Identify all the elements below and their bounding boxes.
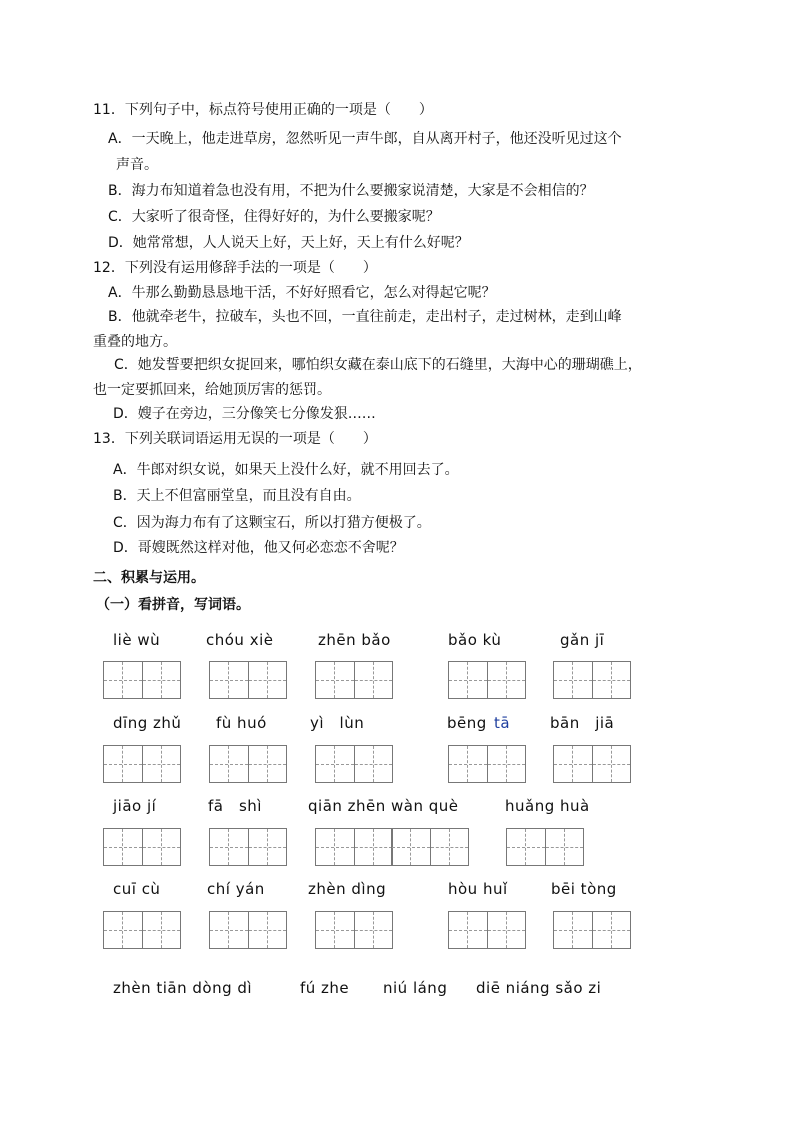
writing-grid-cell[interactable] <box>248 829 286 865</box>
grid-guide-line <box>161 746 162 782</box>
writing-grid-cell[interactable] <box>248 912 286 948</box>
grid-guide-line <box>210 930 248 931</box>
section-title: 二、积累与运用。 <box>93 570 205 586</box>
writing-grid-cell[interactable] <box>430 829 468 865</box>
pinyin-chouxie: chóu xiè <box>206 631 274 649</box>
question-13-stem: 13．下列关联词语运用无误的一项是（ ） <box>93 431 377 447</box>
pinyin-liewu: liè wù <box>113 631 161 649</box>
question-12-option-c-cont: 也一定要抓回来，给她顶厉害的惩罚。 <box>93 382 331 398</box>
writing-grid-box[interactable] <box>315 661 393 699</box>
question-12-option-d: D．嫂子在旁边，三分像笑七分像发狠…… <box>113 406 376 422</box>
question-13-option-a: A．牛郎对织女说，如果天上没什么好，就不用回去了。 <box>113 462 459 478</box>
pinyin-baoku: bǎo kù <box>448 631 502 649</box>
question-11-option-a: A．一天晚上，他走进草房，忽然听见一声牛郎，自从离开村子，他还没听见过这个 <box>108 131 622 147</box>
writing-grid-box[interactable] <box>448 911 526 949</box>
grid-guide-line <box>373 662 374 698</box>
writing-grid-box[interactable] <box>103 911 181 949</box>
pinyin-beitong: bēi tòng <box>551 880 617 898</box>
grid-guide-line <box>316 930 354 931</box>
writing-grid-cell[interactable] <box>248 746 286 782</box>
writing-grid-box[interactable] <box>553 745 631 783</box>
writing-grid-cell[interactable] <box>316 746 354 782</box>
writing-grid-box[interactable] <box>315 745 393 783</box>
pinyin-cuicu: cuī cù <box>113 880 161 898</box>
writing-grid-cell[interactable] <box>554 912 592 948</box>
writing-grid-cell[interactable] <box>142 662 180 698</box>
writing-grid-cell[interactable] <box>104 662 142 698</box>
writing-grid-cell[interactable] <box>554 662 592 698</box>
writing-grid-cell[interactable] <box>104 912 142 948</box>
grid-guide-line <box>104 764 142 765</box>
grid-guide-line <box>228 912 229 948</box>
pinyin-jiaoji: jiāo jí <box>113 797 157 815</box>
writing-grid-cell[interactable] <box>487 912 525 948</box>
grid-guide-line <box>611 912 612 948</box>
grid-guide-line <box>316 680 354 681</box>
grid-guide-line <box>104 680 142 681</box>
writing-grid-cell[interactable] <box>507 829 545 865</box>
writing-grid-cell[interactable] <box>354 912 392 948</box>
writing-grid-cell[interactable] <box>142 912 180 948</box>
writing-grid-box[interactable] <box>553 661 631 699</box>
question-11-option-d: D．她常常想，人人说天上好，天上好，天上有什么好呢？ <box>108 235 469 251</box>
grid-guide-line <box>467 662 468 698</box>
question-13-option-b: B．天上不但富丽堂皇，而且没有自由。 <box>113 488 361 504</box>
writing-grid-box[interactable] <box>103 661 181 699</box>
grid-guide-line <box>554 930 592 931</box>
grid-guide-line <box>572 746 573 782</box>
grid-guide-line <box>334 662 335 698</box>
writing-grid-cell[interactable] <box>248 662 286 698</box>
grid-guide-line <box>392 847 430 848</box>
writing-grid-cell[interactable] <box>316 912 354 948</box>
grid-guide-line <box>554 764 592 765</box>
grid-guide-line <box>267 912 268 948</box>
grid-guide-line <box>210 764 248 765</box>
grid-guide-line <box>210 680 248 681</box>
pinyin-ta: tā <box>494 714 511 732</box>
grid-guide-line <box>161 662 162 698</box>
grid-guide-line <box>449 930 487 931</box>
grid-guide-line <box>564 829 565 865</box>
writing-grid-cell[interactable] <box>592 662 630 698</box>
grid-guide-line <box>316 764 354 765</box>
pinyin-dieniangsaozi: diē niáng sǎo zi <box>476 979 602 997</box>
grid-guide-line <box>316 847 354 848</box>
grid-guide-line <box>572 662 573 698</box>
writing-grid-cell[interactable] <box>449 746 487 782</box>
writing-grid-box[interactable] <box>391 828 469 866</box>
pinyin-yilun: yì lùn <box>310 714 365 732</box>
grid-guide-line <box>104 930 142 931</box>
grid-guide-line <box>525 829 526 865</box>
question-11-stem: 11．下列句子中，标点符号使用正确的一项是（ ） <box>93 102 433 118</box>
grid-guide-line <box>611 746 612 782</box>
question-12-option-a: A．牛那么勤勤恳恳地干活，不好好照看它，怎么对得起它呢？ <box>108 285 496 301</box>
writing-grid-box[interactable] <box>209 828 287 866</box>
writing-grid-cell[interactable] <box>554 746 592 782</box>
writing-grid-box[interactable] <box>448 745 526 783</box>
writing-grid-box[interactable] <box>553 911 631 949</box>
grid-guide-line <box>122 829 123 865</box>
writing-grid-cell[interactable] <box>354 829 392 865</box>
grid-guide-line <box>267 829 268 865</box>
grid-guide-line <box>467 746 468 782</box>
pinyin-banjia: bān jiā <box>550 714 615 732</box>
writing-grid-box[interactable] <box>315 911 393 949</box>
writing-grid-cell[interactable] <box>592 912 630 948</box>
grid-guide-line <box>228 662 229 698</box>
question-11-option-c: C．大家听了很奇怪，住得好好的，为什么要搬家呢？ <box>108 209 440 225</box>
question-12-stem: 12．下列没有运用修辞手法的一项是（ ） <box>93 260 377 276</box>
section-subtitle: （一）看拼音，写词语。 <box>96 597 250 613</box>
grid-guide-line <box>104 847 142 848</box>
writing-grid-cell[interactable] <box>104 829 142 865</box>
question-13-option-d: D．哥嫂既然这样对他，他又何必恋恋不舍呢？ <box>113 540 404 556</box>
writing-grid-cell[interactable] <box>545 829 583 865</box>
grid-guide-line <box>334 829 335 865</box>
writing-grid-cell[interactable] <box>316 662 354 698</box>
grid-guide-line <box>449 764 487 765</box>
grid-guide-line <box>611 662 612 698</box>
grid-guide-line <box>122 746 123 782</box>
grid-guide-line <box>122 912 123 948</box>
writing-grid-cell[interactable] <box>142 829 180 865</box>
pinyin-fuzhe: fú zhe <box>300 979 350 997</box>
pinyin-ganji: gǎn jī <box>560 631 605 649</box>
writing-grid-cell[interactable] <box>354 746 392 782</box>
grid-guide-line <box>506 662 507 698</box>
writing-grid-box[interactable] <box>448 661 526 699</box>
writing-grid-cell[interactable] <box>354 662 392 698</box>
grid-guide-line <box>267 662 268 698</box>
writing-grid-box[interactable] <box>209 745 287 783</box>
writing-grid-cell[interactable] <box>104 746 142 782</box>
pinyin-chiyan: chí yán <box>207 880 265 898</box>
grid-guide-line <box>449 680 487 681</box>
pinyin-huanghua: huǎng huà <box>505 797 590 815</box>
grid-guide-line <box>334 912 335 948</box>
question-12-option-b: B．他就牵老牛，拉破车，头也不回，一直往前走，走出村子，走过树林，走到山峰 <box>108 309 622 325</box>
pinyin-houhui: hòu huǐ <box>448 880 508 898</box>
writing-grid-cell[interactable] <box>487 746 525 782</box>
grid-guide-line <box>122 662 123 698</box>
pinyin-zhenbao: zhēn bǎo <box>318 631 391 649</box>
grid-guide-line <box>228 746 229 782</box>
question-11-option-a-cont: 声音。 <box>116 157 158 173</box>
grid-guide-line <box>334 746 335 782</box>
question-11-option-b: B．海力布知道着急也没有用，不把为什么要搬家说清楚，大家是不会相信的？ <box>108 183 594 199</box>
pinyin-zhentiandongdi: zhèn tiān dòng dì <box>113 979 253 997</box>
pinyin-zhending: zhèn dìng <box>308 880 387 898</box>
writing-grid-cell[interactable] <box>449 662 487 698</box>
writing-grid-box[interactable] <box>103 828 181 866</box>
grid-guide-line <box>161 829 162 865</box>
pinyin-niulang: niú láng <box>383 979 448 997</box>
question-13-option-c: C．因为海力布有了这颗宝石，所以打猎方便极了。 <box>113 515 431 531</box>
pinyin-dingzhu: dīng zhǔ <box>113 714 182 732</box>
writing-grid-box[interactable] <box>103 745 181 783</box>
grid-guide-line <box>572 912 573 948</box>
pinyin-qianzhenwanque: qiān zhēn wàn què <box>308 797 459 815</box>
pinyin-fashi: fā shì <box>208 797 262 815</box>
writing-grid-cell[interactable] <box>449 912 487 948</box>
grid-guide-line <box>373 829 374 865</box>
grid-guide-line <box>410 829 411 865</box>
grid-guide-line <box>373 746 374 782</box>
writing-grid-cell[interactable] <box>316 829 354 865</box>
pinyin-beng: bēng <box>447 714 487 732</box>
grid-guide-line <box>449 829 450 865</box>
writing-grid-cell[interactable] <box>210 829 248 865</box>
writing-grid-box[interactable] <box>506 828 584 866</box>
question-12-option-b-cont: 重叠的地方。 <box>93 334 177 350</box>
writing-grid-box[interactable] <box>209 911 287 949</box>
grid-guide-line <box>373 912 374 948</box>
grid-guide-line <box>467 912 468 948</box>
grid-guide-line <box>267 746 268 782</box>
writing-grid-cell[interactable] <box>392 829 430 865</box>
grid-guide-line <box>506 746 507 782</box>
grid-guide-line <box>228 829 229 865</box>
writing-grid-cell[interactable] <box>210 912 248 948</box>
writing-grid-cell[interactable] <box>210 662 248 698</box>
grid-guide-line <box>554 680 592 681</box>
grid-guide-line <box>507 847 545 848</box>
writing-grid-cell[interactable] <box>487 662 525 698</box>
writing-grid-box[interactable] <box>315 828 393 866</box>
writing-grid-cell[interactable] <box>592 746 630 782</box>
pinyin-fuhuo: fù huó <box>216 714 267 732</box>
writing-grid-box[interactable] <box>209 661 287 699</box>
writing-grid-cell[interactable] <box>210 746 248 782</box>
writing-grid-cell[interactable] <box>142 746 180 782</box>
question-12-option-c: C．她发誓要把织女捉回来，哪怕织女藏在泰山底下的石缝里，大海中心的珊瑚礁上， <box>114 357 642 373</box>
grid-guide-line <box>210 847 248 848</box>
grid-guide-line <box>506 912 507 948</box>
grid-guide-line <box>161 912 162 948</box>
